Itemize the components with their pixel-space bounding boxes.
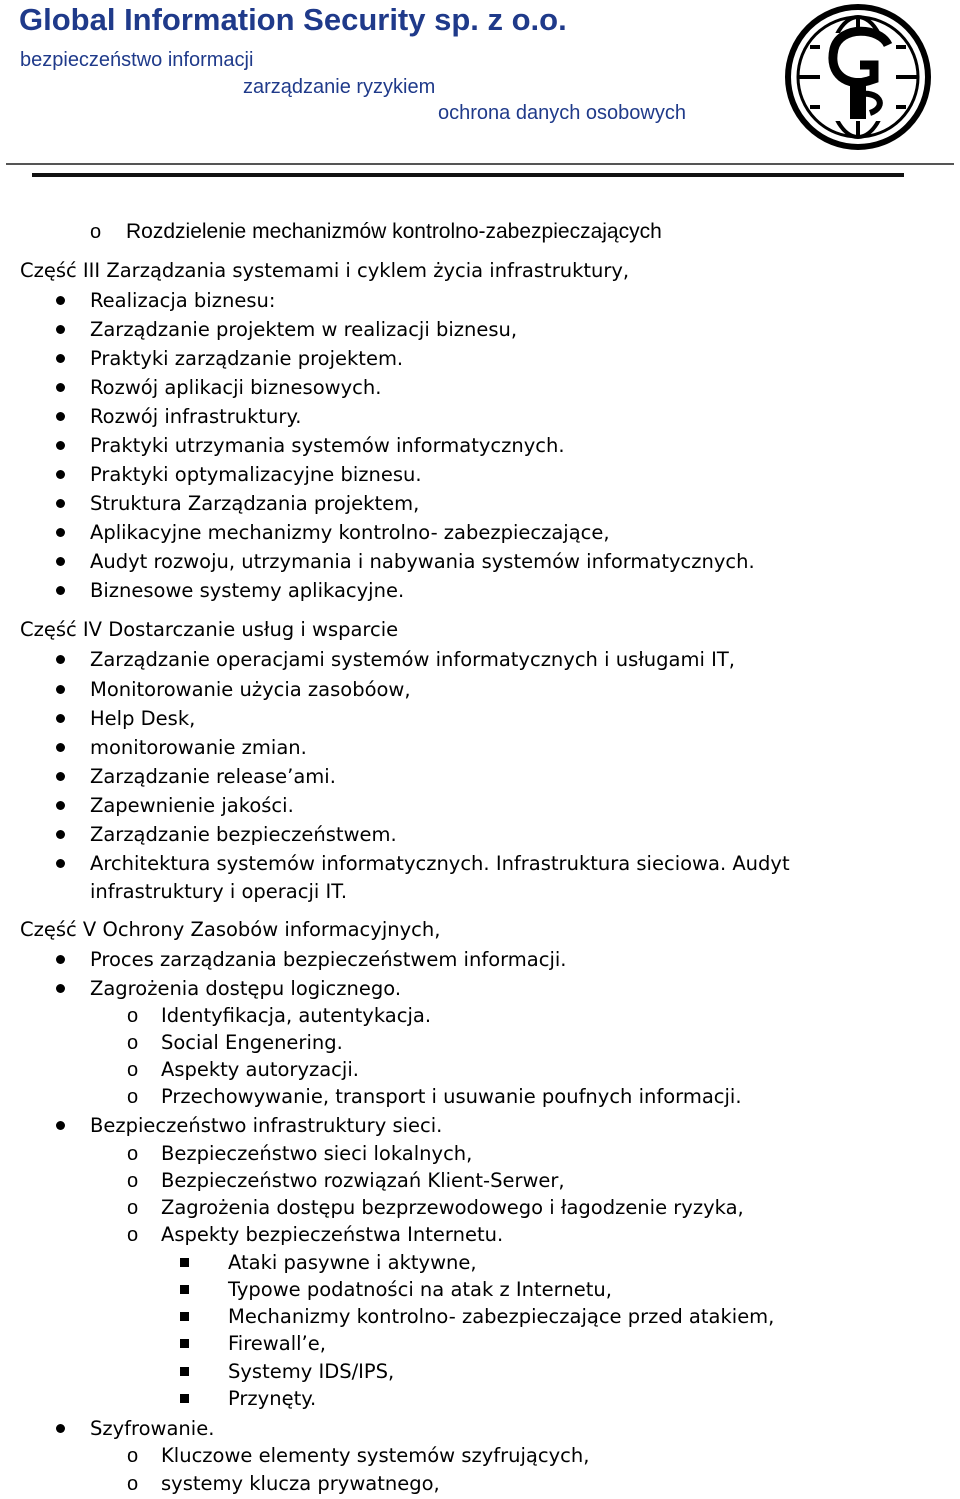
company-name: Global Information Security sp. z o.o. [19,2,567,37]
list-marker-square [180,1312,189,1321]
list-item: Szyfrowanie. [90,1417,215,1440]
list-bullet [56,955,65,964]
list-bullet [56,1424,65,1433]
list-bullet [56,441,65,450]
sub-list-item: Aspekty bezpieczeństwa Internetu. [161,1223,504,1246]
header-divider-thick [32,173,904,177]
list-bullet [56,743,65,752]
list-bullet [56,470,65,479]
sub-list-item: Zagrożenia dostępu bezprzewodowego i łagodzenie ryzyka, [161,1196,744,1219]
list-bullet [56,859,65,868]
list-marker-circle: o [127,1170,139,1192]
section-heading-part-5: Część V Ochrony Zasobów informacyjnych, [20,918,441,941]
list-marker-square [180,1339,189,1348]
list-item: Struktura Zarządzania projektem, [90,492,420,515]
sub-sub-list-item: Typowe podatności na atak z Internetu, [228,1278,612,1301]
list-item: Realizacja biznesu: [90,289,276,312]
list-marker-square [180,1367,189,1376]
list-item: Praktyki utrzymania systemów informatycznych. [90,434,565,457]
list-bullet [56,586,65,595]
sub-list-item: systemy klucza prywatnego, [161,1472,440,1495]
list-bullet [56,412,65,421]
list-item: Zarządzanie bezpieczeństwem. [90,823,397,846]
section-heading-part-4: Część IV Dostarczanie usług i wsparcie [20,618,399,641]
list-marker-circle: o [127,1059,139,1081]
list-marker-circle: o [127,1473,139,1495]
list-marker-circle: o [127,1032,139,1054]
list-item: Praktyki zarządzanie projektem. [90,347,404,370]
list-marker-square [180,1285,189,1294]
list-item: monitorowanie zmian. [90,736,307,759]
list-item: Biznesowe systemy aplikacyjne. [90,579,405,602]
list-item: Praktyki optymalizacyjne biznesu. [90,463,422,486]
list-item: Proces zarządzania bezpieczeństwem informacji. [90,948,567,971]
list-item: Zagrożenia dostępu logicznego. [90,977,402,1000]
list-bullet [56,714,65,723]
list-bullet [56,772,65,781]
list-bullet [56,557,65,566]
list-marker-circle: o [127,1197,139,1219]
list-bullet [56,655,65,664]
sub-list-item: Social Engenering. [161,1031,343,1054]
list-item: Help Desk, [90,707,196,730]
list-marker-circle: o [127,1086,139,1108]
sub-sub-list-item: Systemy IDS/IPS, [228,1360,395,1383]
list-item: Zarządzanie projektem w realizacji biznesu, [90,318,518,341]
sub-sub-list-item: Mechanizmy kontrolno- zabezpieczające przed atakiem, [228,1305,775,1328]
list-bullet [56,1121,65,1130]
list-item: Zarządzanie release’ami. [90,765,336,788]
sub-list-item: Aspekty autoryzacji. [161,1058,359,1081]
list-item: Architektura systemów informatycznych. Infrastruktura sieciowa. Audyt [90,852,790,875]
list-item: Zarządzanie operacjami systemów informatycznych i usługami IT, [90,648,735,671]
list-bullet [56,296,65,305]
list-marker-circle: o [127,1143,139,1165]
sub-list-item: Bezpieczeństwo sieci lokalnych, [161,1142,473,1165]
list-bullet [56,528,65,537]
list-item: Rozwój infrastruktury. [90,405,302,428]
sub-list-item: Bezpieczeństwo rozwiązań Klient-Serwer, [161,1169,565,1192]
list-bullet [56,685,65,694]
list-bullet [56,830,65,839]
tagline-information-security: bezpieczeństwo informacji [20,49,254,71]
list-item: Monitorowanie użycia zasobóow, [90,678,411,701]
header-divider [6,163,954,165]
list-bullet [56,325,65,334]
list-item: Zapewnienie jakości. [90,794,294,817]
list-bullet [56,984,65,993]
list-bullet [56,801,65,810]
list-marker-circle: o [127,1224,139,1246]
sub-sub-list-item: Przynęty. [228,1387,317,1410]
list-marker-square [180,1394,189,1403]
list-marker-square [180,1258,189,1267]
list-bullet [56,499,65,508]
list-bullet [56,354,65,363]
list-marker-circle: o [127,1005,139,1027]
list-item-separation: Rozdzielenie mechanizmów kontrolno-zabezpieczających [126,220,662,243]
list-bullet [56,383,65,392]
list-item: Bezpieczeństwo infrastruktury sieci. [90,1114,443,1137]
sub-sub-list-item: Firewall’e, [228,1332,326,1355]
list-marker-circle: o [90,221,102,243]
sub-list-item: Kluczowe elementy systemów szyfrujących, [161,1444,590,1467]
sub-list-item: Identyfikacja, autentykacja. [161,1004,432,1027]
section-heading-part-3: Część III Zarządzania systemami i cyklem życia infrastruktury, [20,259,630,282]
sub-list-item: Przechowywanie, transport i usuwanie poufnych informacji. [161,1085,742,1108]
tagline-risk-management: zarządzanie ryzykiem [243,76,436,98]
company-logo [784,3,932,151]
list-item: Audyt rozwoju, utrzymania i nabywania systemów informatycznych. [90,550,755,573]
list-marker-circle: o [127,1445,139,1467]
list-item-continuation: infrastruktury i operacji IT. [90,880,348,903]
tagline-personal-data-protection: ochrona danych osobowych [438,102,686,124]
list-item: Aplikacyjne mechanizmy kontrolno- zabezpieczające, [90,521,610,544]
sub-sub-list-item: Ataki pasywne i aktywne, [228,1251,477,1274]
list-item: Rozwój aplikacji biznesowych. [90,376,382,399]
